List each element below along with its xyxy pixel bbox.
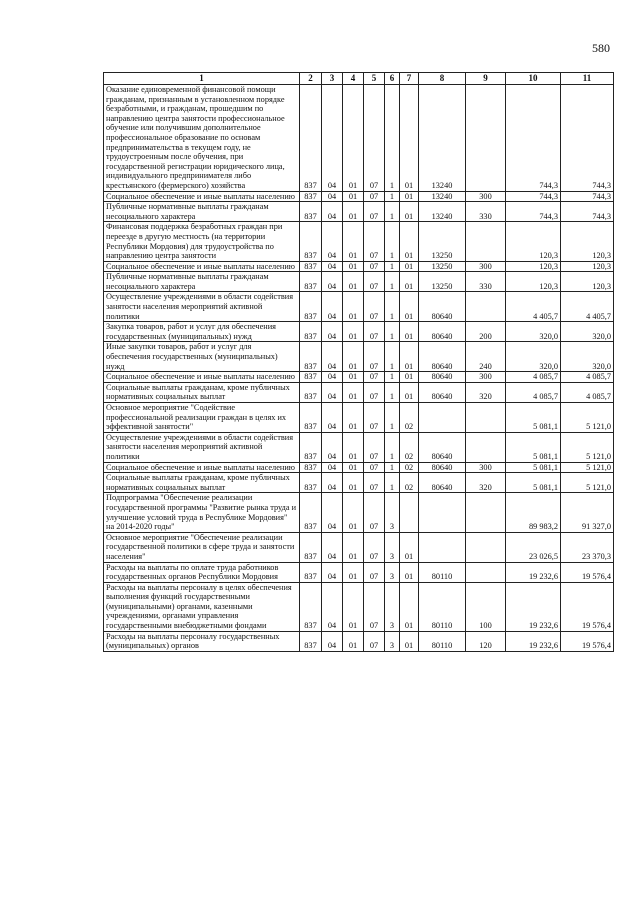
row-cell-col7: 02 — [400, 432, 419, 462]
row-cell-col10: 5 081,1 — [506, 432, 561, 462]
row-cell-col2: 837 — [300, 292, 322, 322]
row-cell-col2: 837 — [300, 202, 322, 222]
page-number: 580 — [592, 41, 610, 55]
table-row — [104, 403, 614, 433]
row-cell-col8: 80640 — [419, 322, 466, 342]
table-row — [104, 372, 614, 383]
row-cell-col5: 07 — [364, 582, 385, 631]
row-cell-col4: 01 — [343, 432, 364, 462]
row-cell-col9 — [466, 562, 506, 582]
row-cell-col11: 744,3 — [561, 202, 614, 222]
row-cell-col6: 3 — [385, 532, 400, 562]
row-cell-col3: 04 — [322, 582, 343, 631]
table-row — [104, 382, 614, 402]
row-cell-col2: 837 — [300, 222, 322, 261]
row-name-cell: Публичные нормативные выплаты гражданам несоциального характера — [104, 202, 300, 222]
row-cell-col6: 1 — [385, 222, 400, 261]
row-cell-col4: 01 — [343, 222, 364, 261]
row-cell-col9 — [466, 85, 506, 192]
row-cell-col10: 89 983,2 — [506, 493, 561, 532]
row-cell-col9: 300 — [466, 191, 506, 202]
budget-table — [103, 72, 614, 652]
row-cell-col6: 1 — [385, 261, 400, 272]
row-name-cell: Основное мероприятие "Содействие профессиональной реализации граждан в целях их эффективной занятости" — [104, 403, 300, 433]
table-row — [104, 272, 614, 292]
row-cell-col2: 837 — [300, 372, 322, 383]
row-cell-col10: 5 081,1 — [506, 462, 561, 473]
row-cell-col11: 19 576,4 — [561, 562, 614, 582]
row-cell-col2: 837 — [300, 493, 322, 532]
row-cell-col8: 80110 — [419, 631, 466, 651]
row-cell-col4: 01 — [343, 202, 364, 222]
row-cell-col6: 3 — [385, 631, 400, 651]
row-cell-col8: 13250 — [419, 272, 466, 292]
row-cell-col3: 04 — [322, 272, 343, 292]
row-cell-col8 — [419, 493, 466, 532]
row-cell-col6: 1 — [385, 85, 400, 192]
row-cell-col6: 1 — [385, 403, 400, 433]
table-row — [104, 261, 614, 272]
row-cell-col9 — [466, 292, 506, 322]
row-cell-col9 — [466, 493, 506, 532]
row-cell-col9: 240 — [466, 342, 506, 372]
row-cell-col10: 320,0 — [506, 322, 561, 342]
table-row — [104, 473, 614, 493]
row-cell-col10: 4 405,7 — [506, 292, 561, 322]
row-cell-col7: 01 — [400, 631, 419, 651]
row-cell-col9: 200 — [466, 322, 506, 342]
table-row — [104, 292, 614, 322]
row-cell-col11: 23 370,3 — [561, 532, 614, 562]
row-cell-col4: 01 — [343, 322, 364, 342]
row-cell-col7: 01 — [400, 342, 419, 372]
row-name-cell: Основное мероприятие "Обеспечение реализации государственной политики в сфере труда и занятости населения" — [104, 532, 300, 562]
row-cell-col11: 4 085,7 — [561, 372, 614, 383]
row-cell-col4: 01 — [343, 493, 364, 532]
table-row — [104, 222, 614, 261]
row-cell-col10: 744,3 — [506, 202, 561, 222]
row-cell-col10: 320,0 — [506, 342, 561, 372]
row-cell-col2: 837 — [300, 582, 322, 631]
row-cell-col6: 3 — [385, 562, 400, 582]
column-header-10: 10 — [506, 73, 561, 85]
row-cell-col4: 01 — [343, 342, 364, 372]
row-cell-col5: 07 — [364, 432, 385, 462]
row-cell-col5: 07 — [364, 382, 385, 402]
row-cell-col3: 04 — [322, 631, 343, 651]
row-cell-col6: 1 — [385, 342, 400, 372]
row-cell-col11: 744,3 — [561, 191, 614, 202]
column-header-7: 7 — [400, 73, 419, 85]
row-cell-col4: 01 — [343, 191, 364, 202]
row-cell-col3: 04 — [322, 322, 343, 342]
row-cell-col7: 01 — [400, 191, 419, 202]
row-cell-col8: 80640 — [419, 342, 466, 372]
row-cell-col9 — [466, 532, 506, 562]
row-cell-col10: 19 232,6 — [506, 631, 561, 651]
row-cell-col3: 04 — [322, 462, 343, 473]
row-cell-col9 — [466, 403, 506, 433]
row-cell-col8: 80110 — [419, 562, 466, 582]
row-cell-col3: 04 — [322, 202, 343, 222]
table-row — [104, 532, 614, 562]
row-cell-col5: 07 — [364, 631, 385, 651]
row-cell-col9: 100 — [466, 582, 506, 631]
row-cell-col7: 01 — [400, 85, 419, 192]
row-name-cell: Публичные нормативные выплаты гражданам несоциального характера — [104, 272, 300, 292]
row-cell-col6: 1 — [385, 462, 400, 473]
row-cell-col3: 04 — [322, 261, 343, 272]
row-cell-col6: 1 — [385, 473, 400, 493]
row-cell-col7: 01 — [400, 272, 419, 292]
column-header-2: 2 — [300, 73, 322, 85]
row-cell-col8 — [419, 403, 466, 433]
table-row — [104, 562, 614, 582]
row-cell-col7: 01 — [400, 372, 419, 383]
row-cell-col9: 320 — [466, 473, 506, 493]
row-cell-col6: 1 — [385, 432, 400, 462]
row-cell-col4: 01 — [343, 272, 364, 292]
row-cell-col5: 07 — [364, 493, 385, 532]
row-cell-col11: 744,3 — [561, 85, 614, 192]
table-row — [104, 582, 614, 631]
row-cell-col8: 80110 — [419, 582, 466, 631]
row-cell-col10: 5 081,1 — [506, 403, 561, 433]
row-cell-col8: 80640 — [419, 382, 466, 402]
row-cell-col11: 120,3 — [561, 261, 614, 272]
row-cell-col3: 04 — [322, 382, 343, 402]
row-cell-col9: 320 — [466, 382, 506, 402]
row-cell-col10: 19 232,6 — [506, 582, 561, 631]
row-cell-col8: 13240 — [419, 85, 466, 192]
column-header-3: 3 — [322, 73, 343, 85]
row-cell-col6: 3 — [385, 493, 400, 532]
column-header-6: 6 — [385, 73, 400, 85]
row-cell-col6: 1 — [385, 191, 400, 202]
row-cell-col11: 120,3 — [561, 272, 614, 292]
row-cell-col7: 01 — [400, 202, 419, 222]
row-cell-col6: 1 — [385, 202, 400, 222]
row-cell-col3: 04 — [322, 292, 343, 322]
row-cell-col6: 1 — [385, 382, 400, 402]
row-cell-col5: 07 — [364, 191, 385, 202]
row-name-cell: Финансовая поддержка безработных граждан при переезде в другую местность (на территории Республики Мордовия) для трудоустройства по направлению центра занятости — [104, 222, 300, 261]
row-cell-col6: 1 — [385, 372, 400, 383]
row-name-cell: Социальное обеспечение и иные выплаты населению — [104, 191, 300, 202]
row-cell-col8: 80640 — [419, 462, 466, 473]
table-row — [104, 322, 614, 342]
table-row — [104, 191, 614, 202]
row-cell-col11: 5 121,0 — [561, 473, 614, 493]
row-cell-col9 — [466, 222, 506, 261]
row-cell-col8 — [419, 532, 466, 562]
row-cell-col2: 837 — [300, 322, 322, 342]
row-cell-col9: 300 — [466, 261, 506, 272]
row-cell-col10: 120,3 — [506, 261, 561, 272]
row-cell-col5: 07 — [364, 473, 385, 493]
row-cell-col3: 04 — [322, 532, 343, 562]
row-cell-col9: 300 — [466, 372, 506, 383]
row-cell-col7: 01 — [400, 261, 419, 272]
row-cell-col11: 320,0 — [561, 342, 614, 372]
row-name-cell: Социальные выплаты гражданам, кроме публичных нормативных социальных выплат — [104, 473, 300, 493]
row-cell-col2: 837 — [300, 272, 322, 292]
row-name-cell: Иные закупки товаров, работ и услуг для обеспечения государственных (муниципальных) нужд — [104, 342, 300, 372]
row-name-cell: Подпрограмма "Обеспечение реализации государственной программы "Развитие рынка труда и улучшение условий труда в Республике Мордовия" на 2014-2020 годы" — [104, 493, 300, 532]
row-cell-col4: 01 — [343, 582, 364, 631]
row-cell-col3: 04 — [322, 85, 343, 192]
row-cell-col4: 01 — [343, 462, 364, 473]
row-name-cell: Закупка товаров, работ и услуг для обеспечения государственных (муниципальных) нужд — [104, 322, 300, 342]
row-cell-col2: 837 — [300, 432, 322, 462]
row-cell-col5: 07 — [364, 403, 385, 433]
row-cell-col2: 837 — [300, 261, 322, 272]
row-cell-col5: 07 — [364, 292, 385, 322]
column-header-4: 4 — [343, 73, 364, 85]
row-cell-col11: 120,3 — [561, 222, 614, 261]
column-header-11: 11 — [561, 73, 614, 85]
row-cell-col10: 5 081,1 — [506, 473, 561, 493]
row-name-cell: Расходы на выплаты по оплате труда работников государственных органов Республики Мордовия — [104, 562, 300, 582]
row-cell-col4: 01 — [343, 85, 364, 192]
row-cell-col2: 837 — [300, 342, 322, 372]
row-cell-col2: 837 — [300, 85, 322, 192]
row-cell-col6: 1 — [385, 272, 400, 292]
row-cell-col7: 01 — [400, 292, 419, 322]
row-cell-col4: 01 — [343, 631, 364, 651]
row-cell-col3: 04 — [322, 372, 343, 383]
row-cell-col10: 744,3 — [506, 191, 561, 202]
row-cell-col8: 80640 — [419, 432, 466, 462]
row-cell-col6: 1 — [385, 322, 400, 342]
row-cell-col5: 07 — [364, 261, 385, 272]
row-cell-col3: 04 — [322, 473, 343, 493]
row-cell-col8: 13240 — [419, 202, 466, 222]
row-cell-col2: 837 — [300, 532, 322, 562]
row-name-cell: Социальное обеспечение и иные выплаты населению — [104, 261, 300, 272]
row-cell-col2: 837 — [300, 382, 322, 402]
row-cell-col11: 91 327,0 — [561, 493, 614, 532]
row-name-cell: Социальные выплаты гражданам, кроме публичных нормативных социальных выплат — [104, 382, 300, 402]
row-cell-col11: 320,0 — [561, 322, 614, 342]
table-row — [104, 432, 614, 462]
table-row — [104, 462, 614, 473]
row-cell-col2: 837 — [300, 462, 322, 473]
row-cell-col11: 19 576,4 — [561, 582, 614, 631]
row-cell-col8: 13250 — [419, 261, 466, 272]
row-cell-col4: 01 — [343, 562, 364, 582]
row-cell-col5: 07 — [364, 272, 385, 292]
row-cell-col3: 04 — [322, 403, 343, 433]
row-cell-col3: 04 — [322, 432, 343, 462]
header-row — [104, 73, 614, 85]
row-cell-col11: 5 121,0 — [561, 403, 614, 433]
table-body — [104, 85, 614, 652]
table-row — [104, 202, 614, 222]
row-cell-col3: 04 — [322, 342, 343, 372]
row-cell-col10: 4 085,7 — [506, 372, 561, 383]
row-cell-col4: 01 — [343, 382, 364, 402]
row-cell-col4: 01 — [343, 292, 364, 322]
row-cell-col3: 04 — [322, 191, 343, 202]
row-cell-col4: 01 — [343, 403, 364, 433]
row-cell-col5: 07 — [364, 462, 385, 473]
row-cell-col2: 837 — [300, 473, 322, 493]
row-cell-col10: 4 085,7 — [506, 382, 561, 402]
column-header-8: 8 — [419, 73, 466, 85]
row-name-cell: Расходы на выплаты персоналу в целях обеспечения выполнения функций государственными (муниципальными) органами, казенными учреждениями, органами управления государственными внебюджетными фондами — [104, 582, 300, 631]
row-cell-col10: 19 232,6 — [506, 562, 561, 582]
row-cell-col10: 120,3 — [506, 272, 561, 292]
row-cell-col11: 19 576,4 — [561, 631, 614, 651]
row-cell-col9: 330 — [466, 202, 506, 222]
row-cell-col10: 744,3 — [506, 85, 561, 192]
row-cell-col7: 02 — [400, 462, 419, 473]
row-cell-col4: 01 — [343, 473, 364, 493]
column-header-9: 9 — [466, 73, 506, 85]
row-cell-col11: 4 405,7 — [561, 292, 614, 322]
row-cell-col7: 01 — [400, 222, 419, 261]
row-name-cell: Социальное обеспечение и иные выплаты населению — [104, 462, 300, 473]
row-name-cell: Расходы на выплаты персоналу государственных (муниципальных) органов — [104, 631, 300, 651]
row-cell-col2: 837 — [300, 191, 322, 202]
row-cell-col4: 01 — [343, 261, 364, 272]
row-cell-col5: 07 — [364, 532, 385, 562]
table-row — [104, 631, 614, 651]
row-cell-col5: 07 — [364, 372, 385, 383]
row-cell-col10: 23 026,5 — [506, 532, 561, 562]
row-cell-col9: 330 — [466, 272, 506, 292]
row-cell-col11: 5 121,0 — [561, 432, 614, 462]
table-row — [104, 85, 614, 192]
row-cell-col9: 120 — [466, 631, 506, 651]
row-cell-col2: 837 — [300, 403, 322, 433]
row-cell-col8: 13240 — [419, 191, 466, 202]
row-cell-col6: 3 — [385, 582, 400, 631]
row-cell-col10: 120,3 — [506, 222, 561, 261]
column-header-1: 1 — [104, 73, 300, 85]
row-cell-col9 — [466, 432, 506, 462]
row-cell-col7: 01 — [400, 382, 419, 402]
row-name-cell: Социальное обеспечение и иные выплаты населению — [104, 372, 300, 383]
row-cell-col5: 07 — [364, 322, 385, 342]
row-cell-col5: 07 — [364, 85, 385, 192]
table-row — [104, 342, 614, 372]
row-cell-col4: 01 — [343, 372, 364, 383]
row-cell-col3: 04 — [322, 562, 343, 582]
row-cell-col7: 02 — [400, 403, 419, 433]
row-cell-col8: 80640 — [419, 292, 466, 322]
row-cell-col3: 04 — [322, 493, 343, 532]
row-cell-col8: 80640 — [419, 473, 466, 493]
row-cell-col5: 07 — [364, 202, 385, 222]
row-cell-col7 — [400, 493, 419, 532]
row-cell-col8: 80640 — [419, 372, 466, 383]
row-cell-col5: 07 — [364, 222, 385, 261]
table-row — [104, 493, 614, 532]
row-cell-col3: 04 — [322, 222, 343, 261]
row-cell-col7: 02 — [400, 473, 419, 493]
row-cell-col6: 1 — [385, 292, 400, 322]
row-cell-col5: 07 — [364, 562, 385, 582]
row-cell-col8: 13250 — [419, 222, 466, 261]
row-cell-col2: 837 — [300, 562, 322, 582]
row-name-cell: Осуществление учреждениями в области содействия занятости населения мероприятий активной политики — [104, 292, 300, 322]
row-cell-col7: 01 — [400, 532, 419, 562]
row-name-cell: Оказание единовременной финансовой помощи гражданам, признанным в установленном порядке безработными, и гражданам, прошедшим по направлению центра занятости профессиональное обучение или получившим дополнительное профессиональное образование по основам предпринимательства в текущем году, не трудоустроенным после обучения, при государственной регистрации юридического лица, индивидуального предпринимателя либо крестьянского (фермерского) хозяйства — [104, 85, 300, 192]
row-cell-col7: 01 — [400, 562, 419, 582]
row-cell-col2: 837 — [300, 631, 322, 651]
row-cell-col9: 300 — [466, 462, 506, 473]
column-header-5: 5 — [364, 73, 385, 85]
row-cell-col11: 4 085,7 — [561, 382, 614, 402]
row-cell-col4: 01 — [343, 532, 364, 562]
row-cell-col7: 01 — [400, 322, 419, 342]
row-name-cell: Осуществление учреждениями в области содействия занятости населения мероприятий активной политики — [104, 432, 300, 462]
row-cell-col5: 07 — [364, 342, 385, 372]
row-cell-col7: 01 — [400, 582, 419, 631]
row-cell-col11: 5 121,0 — [561, 462, 614, 473]
